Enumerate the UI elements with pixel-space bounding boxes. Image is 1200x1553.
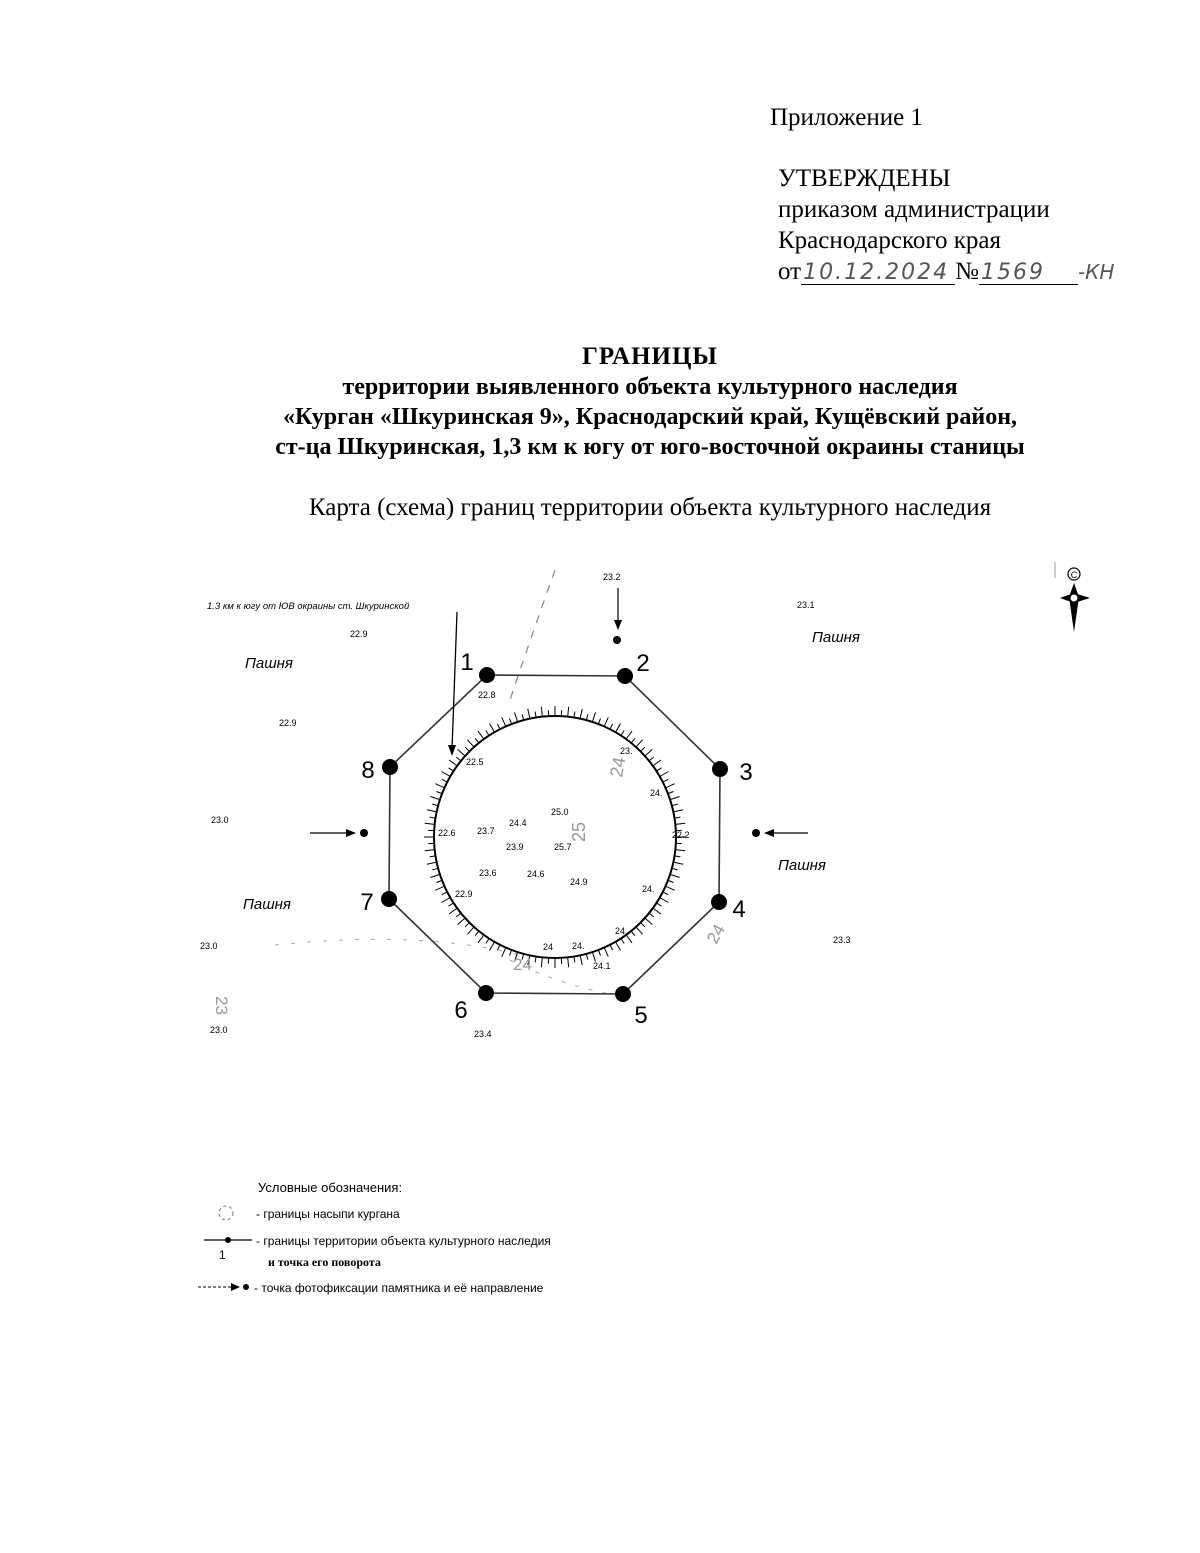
field-label: Пашня	[243, 896, 291, 913]
approved-heading: УТВЕРЖДЕНЫ	[778, 165, 951, 192]
from-label: от	[778, 258, 802, 285]
elevation-mark: 22.9	[455, 889, 473, 899]
title-line-3: ст-ца Шкуринская, 1,3 км к югу от юго-восточной окраины станицы	[275, 434, 1025, 460]
turning-point-label: 4	[732, 896, 746, 923]
order-number: 1569	[979, 262, 1078, 285]
elevation-mark: 22.9	[350, 629, 368, 639]
field-label: Пашня	[812, 629, 860, 646]
elevation-mark: 22.2	[672, 830, 690, 840]
elevation-mark: 22.6	[438, 828, 456, 838]
elevation-mark: 23.0	[210, 1025, 228, 1035]
region-line: Краснодарского края	[778, 227, 1001, 254]
turning-point-symbol-icon	[225, 1237, 231, 1243]
legend-boundary-line2: и точка его поворота	[268, 1255, 381, 1269]
elevation-mark: 25.7	[554, 842, 572, 852]
contour-label: 23	[212, 996, 231, 1015]
turning-point-label: 5	[634, 1002, 648, 1029]
title-main: ГРАНИЦЫ	[582, 343, 718, 370]
turning-point-label: 1	[460, 649, 474, 676]
elevation-mark: 23.	[620, 746, 633, 756]
legend-photo: - точка фотофиксации памятника и её направление	[254, 1281, 544, 1295]
elevation-mark: 25.0	[551, 807, 569, 817]
elevation-mark: 24.	[650, 788, 663, 798]
turning-point-label: 2	[636, 650, 650, 677]
elevation-mark: 24.4	[509, 818, 527, 828]
photo-point-symbol-icon	[243, 1284, 249, 1290]
contour-label: 24	[703, 921, 729, 947]
elevation-mark: 24.6	[527, 869, 545, 879]
elevation-mark: 23.1	[797, 600, 815, 610]
legend-title: Условные обозначения:	[258, 1180, 403, 1195]
legend-mound: - границы насыпи кургана	[256, 1207, 400, 1221]
elevation-mark: 24.	[642, 884, 655, 894]
title-line-1: территории выявленного объекта культурного наследия	[342, 374, 958, 400]
elevation-mark: 23.0	[211, 815, 229, 825]
elevation-mark: 23.0	[200, 941, 218, 951]
contour-label: 24	[513, 955, 532, 974]
elevation-mark: 22.9	[279, 718, 297, 728]
order-date: 10.12.2024	[801, 262, 955, 285]
elevation-mark: 23.3	[833, 935, 851, 945]
legend-boundary-line1: - границы территории объекта культурного наследия	[256, 1234, 551, 1248]
location-note: 1.3 км к югу от ЮВ окраины ст. Шкуринской	[207, 601, 410, 612]
field-label: Пашня	[778, 857, 826, 874]
by-order-line: приказом администрации	[778, 196, 1050, 223]
elevation-mark: 22.8	[478, 690, 496, 700]
elevation-mark: 23.6	[479, 868, 497, 878]
number-label: №	[955, 258, 979, 285]
elevation-mark: 23.2	[603, 572, 621, 582]
turning-point-label: 7	[360, 889, 374, 916]
mound-symbol-icon	[219, 1206, 233, 1220]
map-subtitle: Карта (схема) границ территории объекта культурного наследия	[308, 494, 992, 521]
contour-label: 25	[569, 821, 589, 842]
field-label: Пашня	[245, 655, 293, 672]
turning-point-label: 3	[739, 759, 753, 786]
title-line-2: «Курган «Шкуринская 9», Краснодарский край, Кущёвский район,	[282, 404, 1018, 430]
elevation-mark: 22.5	[466, 757, 484, 767]
elevation-mark: 23.9	[506, 842, 524, 852]
legend-point-number: 1	[219, 1248, 226, 1262]
appendix-label: Приложение 1	[770, 104, 923, 131]
elevation-mark: 24	[543, 942, 554, 952]
elevation-mark: 24.9	[570, 877, 588, 887]
compass-label: С	[1070, 570, 1078, 580]
turning-point-label: 8	[361, 757, 375, 784]
turning-point-label: 6	[454, 997, 468, 1024]
elevation-mark: 24.	[615, 926, 628, 936]
contour-label: 24	[606, 755, 630, 779]
photo-arrow-icon	[231, 1283, 240, 1291]
elevation-mark: 24.1	[593, 961, 611, 971]
elevation-mark: 23.4	[474, 1029, 492, 1039]
elevation-mark: 24.	[572, 941, 585, 951]
order-number-suffix: -КН	[1077, 260, 1115, 284]
elevation-mark: 23.7	[477, 826, 495, 836]
